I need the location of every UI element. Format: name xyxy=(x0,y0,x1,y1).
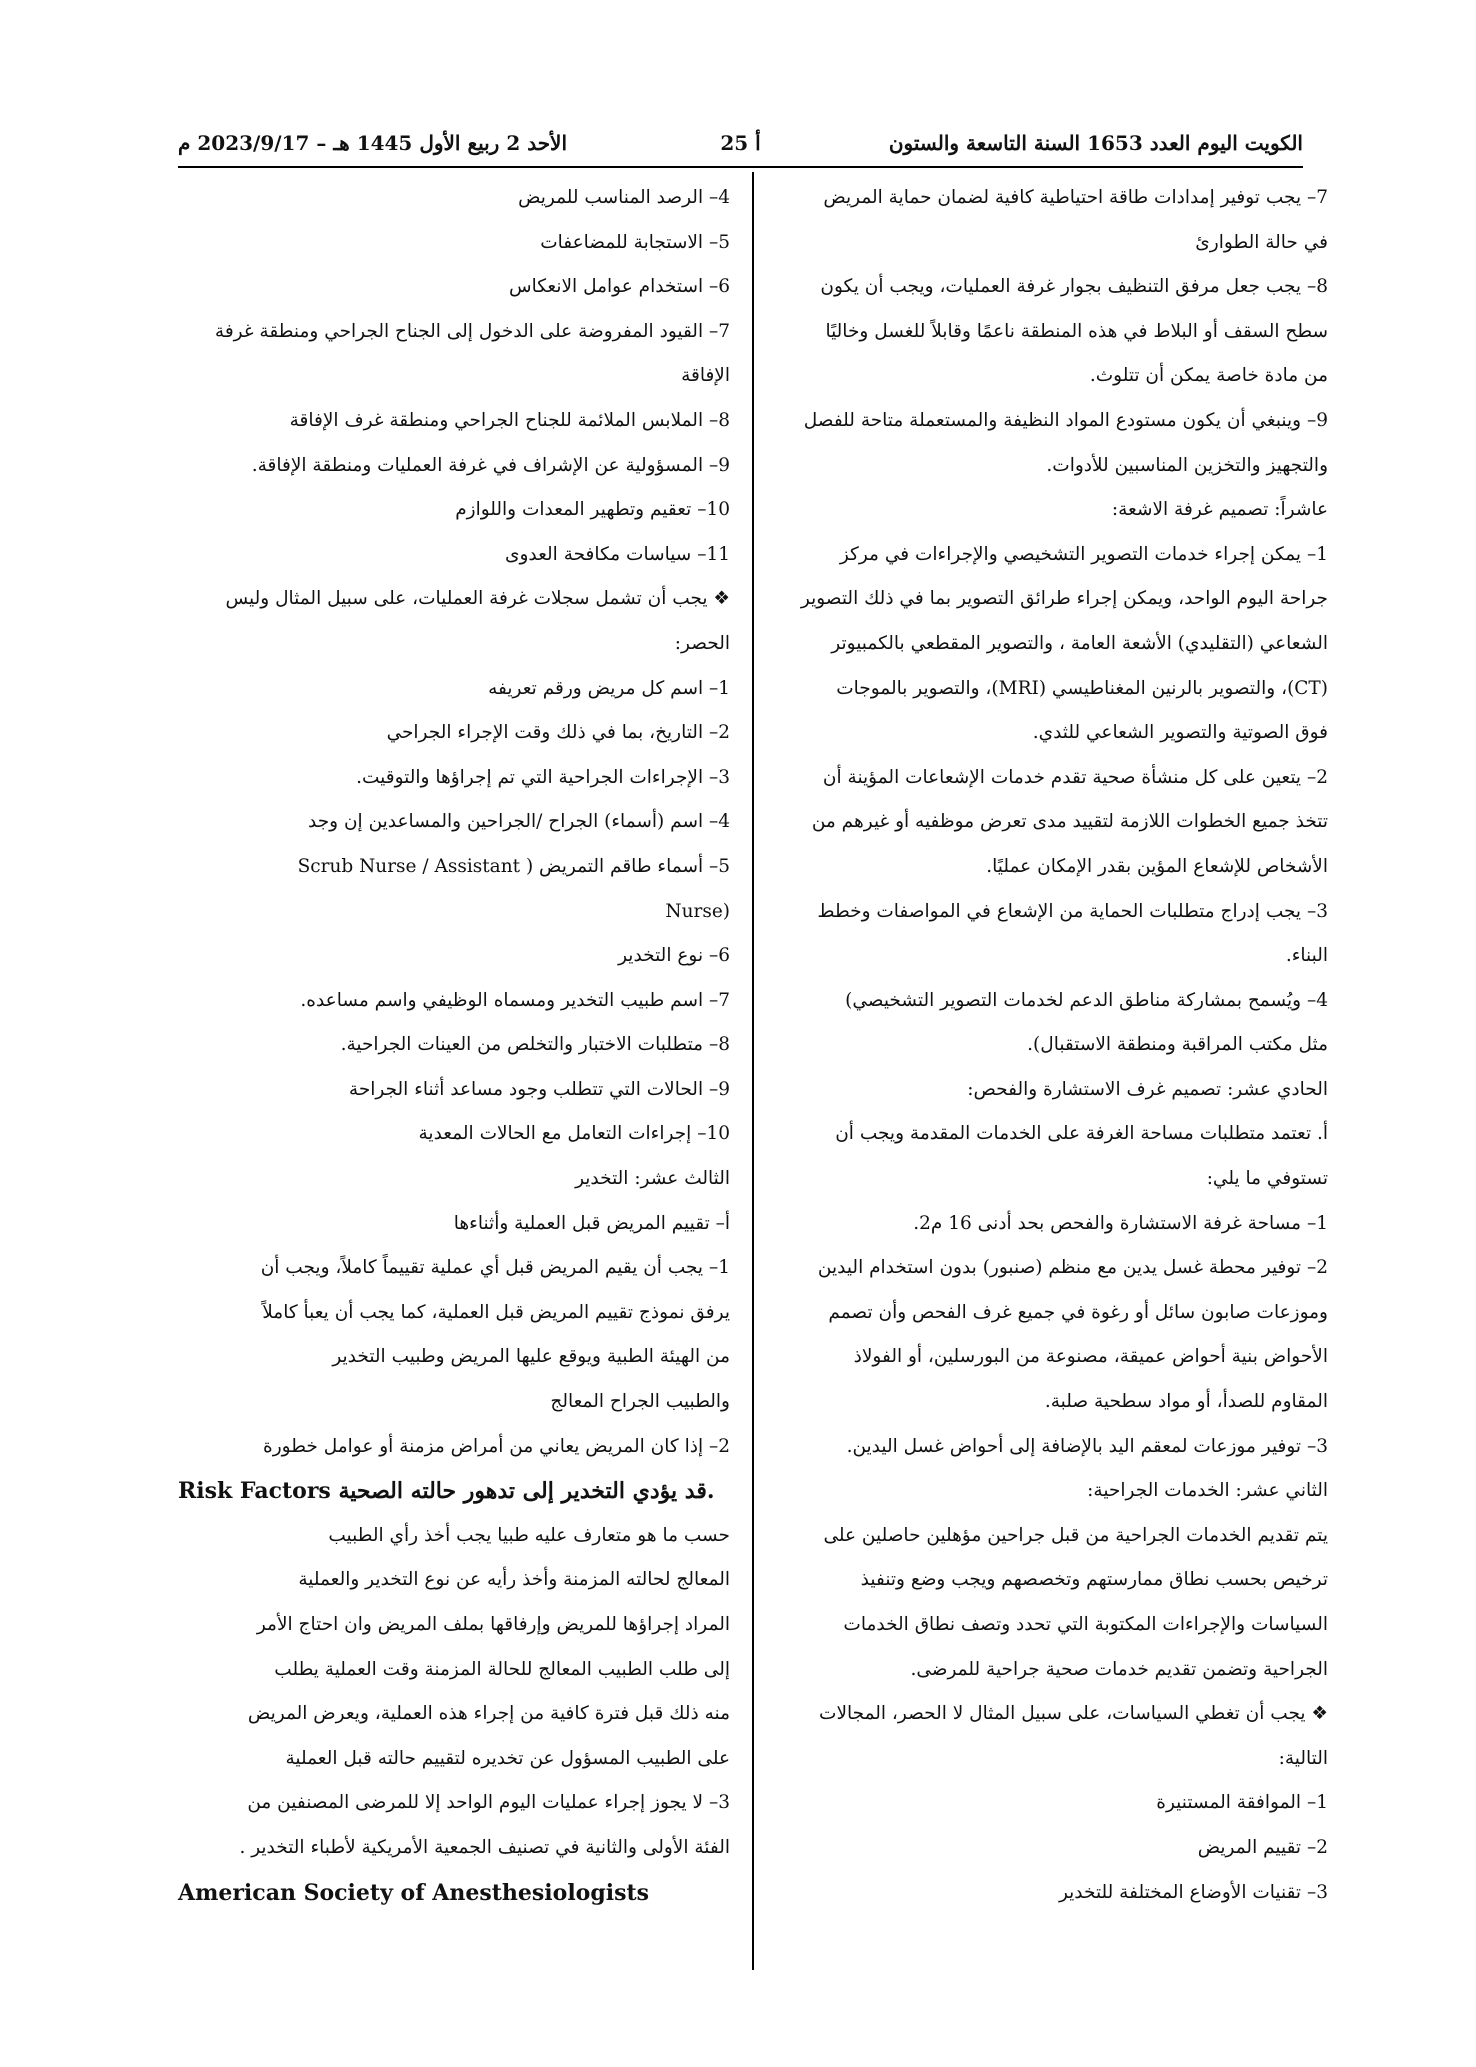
text-line: حسب ما هو متعارف عليه طبيا يجب أخذ رأي الطبيب xyxy=(328,1524,730,1546)
text-line: 2– يتعين على كل منشأة صحية تقدم خدمات الإشعاعات المؤينة أن xyxy=(822,766,1328,788)
text-line: 9– وينبغي أن يكون مستودع المواد النظيفة والمستعملة متاحة للفصل xyxy=(803,409,1328,431)
text-line: 5– أسماء طاقم التمريض ( Scrub Nurse / Assistant xyxy=(297,855,730,877)
text-line: 2– تقييم المريض xyxy=(1197,1836,1328,1858)
text-line: وموزعات صابون سائل أو رغوة في جميع غرف الفحص وأن تصمم xyxy=(828,1301,1328,1323)
text-line: من مادة خاصة يمكن أن تتلوث. xyxy=(1089,365,1328,387)
right-column xyxy=(776,176,1328,1915)
text-line: من الهيئة الطبية ويوقع عليها المريض وطبيب التخدير xyxy=(332,1346,730,1368)
text-line: 3– تقنيات الأوضاع المختلفة للتخدير xyxy=(1058,1881,1328,1903)
text-line: والطبيب الجراح المعالج xyxy=(550,1391,730,1413)
text-line: 3– توفير موزعات لمعقم اليد بالإضافة إلى أحواض غسل اليدين. xyxy=(846,1435,1328,1457)
text-line: أ– تقييم المريض قبل العملية وأثناءها xyxy=(453,1212,730,1234)
text-line: الجراحية وتضمن تقديم خدمات صحية جراحية للمرضى. xyxy=(910,1658,1328,1680)
text-line: منه ذلك قبل فترة كافية من إجراء هذه العملية، ويعرض المريض xyxy=(247,1703,730,1725)
text-line: 2– التاريخ، بما في ذلك وقت الإجراء الجراحي xyxy=(386,722,730,744)
text-line: مثل مكتب المراقبة ومنطقة الاستقبال). xyxy=(1027,1034,1328,1056)
text-line: 9– الحالات التي تتطلب وجود مساعد أثناء الجراحة xyxy=(348,1078,730,1100)
text-line: الثاني عشر: الخدمات الجراحية: xyxy=(1087,1480,1328,1502)
text-line: ترخيص بحسب نطاق ممارستهم وتخصصهم ويجب وضع وتنفيذ xyxy=(860,1569,1328,1591)
text-line: ❖ يجب أن تغطي السياسات، على سبيل المثال لا الحصر، المجالات xyxy=(819,1703,1328,1725)
header-page-number: أ 25 xyxy=(720,131,761,155)
text-line: الثالث عشر: التخدير xyxy=(575,1168,730,1190)
text-line: 8– يجب جعل مرفق التنظيف بجوار غرفة العمليات، ويجب أن يكون xyxy=(820,276,1328,298)
text-line: 3– لا يجوز إجراء عمليات اليوم الواحد إلا للمرضى المصنفين من xyxy=(247,1792,730,1814)
text-line: فوق الصوتية والتصوير الشعاعي للثدي. xyxy=(1032,722,1328,744)
text-line: التالية: xyxy=(1278,1747,1328,1769)
text-line: إلى طلب الطبيب المعالج للحالة المزمنة وقت العملية يطلب xyxy=(274,1658,730,1680)
text-line: 8– متطلبات الاختبار والتخلص من العينات الجراحية. xyxy=(340,1034,730,1056)
text-line: 1– اسم كل مريض ورقم تعريفه xyxy=(488,677,730,699)
text-line: الإفاقة xyxy=(681,365,730,387)
text-line: 4– ويُسمح بمشاركة مناطق الدعم لخدمات التصوير التشخيصي) xyxy=(845,989,1328,1011)
text-line: الأحواض بنية أحواض عميقة، مصنوعة من البورسلين، أو الفولاذ xyxy=(853,1346,1328,1368)
text-line: المراد إجراؤها للمريض وإرفاقها بملف المريض وان احتاج الأمر xyxy=(256,1614,730,1635)
text-line: 6– استخدام عوامل الانعكاس xyxy=(509,276,730,298)
text-line: 2– إذا كان المريض يعاني من أمراض مزمنة أو عوامل خطورة xyxy=(263,1435,730,1457)
text-line: 3– الإجراءات الجراحية التي تم إجراؤها والتوقيت. xyxy=(356,766,730,788)
text-line: المقاوم للصدأ، أو مواد سطحية صلبة. xyxy=(1044,1391,1328,1413)
text-line: يرفق نموذج تقييم المريض قبل العملية، كما يجب أن يعبأ كاملاً xyxy=(262,1301,730,1323)
text-line: 7– اسم طبيب التخدير ومسماه الوظيفي واسم مساعده. xyxy=(300,989,730,1011)
text-line: على الطبيب المسؤول عن تخديره لتقييم حالته قبل العملية xyxy=(285,1747,730,1769)
text-line: 1– مساحة غرفة الاستشارة والفحص بحد أدنى 16 م2. xyxy=(913,1212,1328,1234)
text-line: والتجهيز والتخزين المناسبين للأدوات. xyxy=(1046,454,1328,476)
text-line: الأشخاص للإشعاع المؤين بقدر الإمكان عمليًا. xyxy=(986,855,1328,877)
header-rule xyxy=(178,166,1303,168)
text-line: 11– سياسات مكافحة العدوى xyxy=(504,543,730,565)
text-line: 10– إجراءات التعامل مع الحالات المعدية xyxy=(418,1123,730,1145)
text-line: ❖ يجب أن تشمل سجلات غرفة العمليات، على سبيل المثال وليس xyxy=(225,588,730,610)
text-line: المعالج لحالته المزمنة وأخذ رأيه عن نوع التخدير والعملية xyxy=(298,1569,730,1591)
text-line: 1– يمكن إجراء خدمات التصوير التشخيصي والإجراءات في مركز xyxy=(839,543,1328,565)
text-line: 2– توفير محطة غسل يدين مع منظم (صنبور) بدون استخدام اليدين xyxy=(817,1257,1328,1279)
text-line: البناء. xyxy=(1285,945,1328,967)
text-line: 7– يجب توفير إمدادات طاقة احتياطية كافية لضمان حماية المريض xyxy=(823,187,1328,208)
left-column xyxy=(178,176,730,1915)
text-line: 8– الملابس الملائمة للجناح الجراحي ومنطقة غرف الإفاقة xyxy=(289,409,730,431)
text-line: 4– الرصد المناسب للمريض xyxy=(518,187,730,208)
text-line: تتخذ جميع الخطوات اللازمة لتقييد مدى تعرض موظفيه أو غيرهم من xyxy=(811,811,1328,833)
text-line: Risk Factors قد يؤدي التخدير إلى تدهور حالته الصحية. xyxy=(178,1478,715,1505)
text-line: 6– نوع التخدير xyxy=(618,945,730,967)
header-date: الأحد 2 ربيع الأول 1445 هـ – 2023/9/17 م xyxy=(178,131,568,155)
text-line: 1– الموافقة المستنيرة xyxy=(1156,1792,1328,1814)
text-line: 10– تعقيم وتطهير المعدات واللوازم xyxy=(455,499,730,521)
text-line: 5– الاستجابة للمضاعفات xyxy=(540,231,730,253)
text-line: سطح السقف أو البلاط في هذه المنطقة ناعمًا وقابلاً للغسل وخاليًا xyxy=(825,320,1328,342)
text-line: جراحة اليوم الواحد، ويمكن إجراء طرائق التصوير بما في ذلك التصوير xyxy=(800,588,1328,610)
text-line: الحصر: xyxy=(674,632,730,654)
text-line: أ. تعتمد متطلبات مساحة الغرفة على الخدمات المقدمة ويجب أن xyxy=(835,1123,1328,1145)
text-line: عاشراً: تصميم غرفة الاشعة: xyxy=(1111,499,1328,521)
text-line: 1– يجب أن يقيم المريض قبل أي عملية تقييماً كاملاً، ويجب أن xyxy=(260,1257,730,1279)
column-divider xyxy=(752,172,754,1970)
text-line: 3– يجب إدراج متطلبات الحماية من الإشعاع في المواصفات وخطط xyxy=(817,900,1328,922)
text-line: الشعاعي (التقليدي) الأشعة العامة ، والتصوير المقطعي بالكمبيوتر xyxy=(831,632,1328,654)
header-gazette-issue: الكويت اليوم العدد 1653 السنة التاسعة والستون xyxy=(888,131,1303,155)
page-header xyxy=(178,122,1303,164)
text-line: السياسات والإجراءات المكتوبة التي تحدد وتصف نطاق الخدمات xyxy=(843,1614,1328,1635)
text-line: 9– المسؤولية عن الإشراف في غرفة العمليات ومنطقة الإفاقة. xyxy=(251,454,730,476)
text-line: 7– القيود المفروضة على الدخول إلى الجناح الجراحي ومنطقة غرفة xyxy=(214,320,730,342)
text-line: الحادي عشر: تصميم غرف الاستشارة والفحص: xyxy=(967,1078,1328,1100)
text-line: في حالة الطوارئ xyxy=(1195,231,1328,253)
text-line: الفئة الأولى والثانية في تصنيف الجمعية الأمريكية لأطباء التخدير . xyxy=(239,1836,730,1858)
text-line: (CT)، والتصوير بالرنين المغناطيسي (MRI)، والتصوير بالموجات xyxy=(836,677,1328,699)
text-line: تستوفي ما يلي: xyxy=(1206,1168,1328,1190)
text-line: يتم تقديم الخدمات الجراحية من قبل جراحين مؤهلين حاصلين على xyxy=(823,1524,1328,1546)
text-line: American Society of Anesthesiologists xyxy=(178,1879,650,1906)
text-line: (Nurse xyxy=(665,900,730,922)
text-line: 4– اسم (أسماء) الجراح /الجراحين والمساعدين إن وجد xyxy=(308,811,730,833)
